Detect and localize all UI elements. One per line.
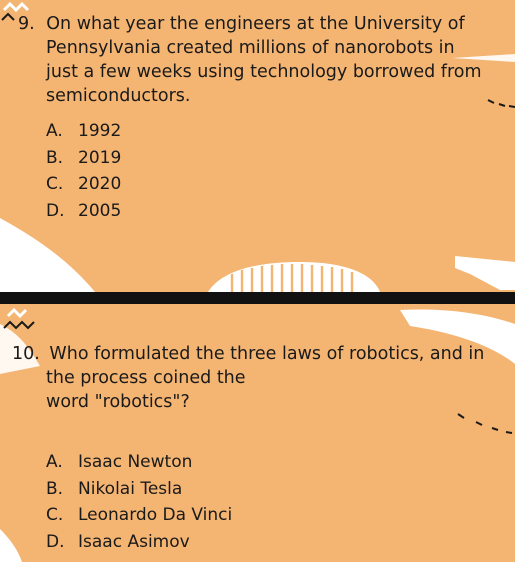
question-line: word "robotics"? — [46, 392, 190, 412]
option-a[interactable]: A. 1992 — [46, 121, 122, 141]
question-line: the process coined the — [46, 368, 246, 388]
question-number: 10. — [12, 344, 40, 364]
question-10-card — [0, 304, 515, 562]
white-blob-left — [0, 529, 22, 562]
question-line: just a few weeks using technology borrowed from — [46, 62, 482, 82]
question-line: Pennsylvania created millions of nanorobots in — [46, 38, 455, 58]
squiggle-mark — [4, 4, 28, 10]
striped-ellipse — [208, 262, 380, 292]
question-number: 9. — [18, 14, 35, 34]
options-list — [46, 449, 232, 555]
question-9-text — [18, 12, 482, 108]
option-a[interactable]: A. Isaac Newton — [46, 452, 193, 472]
dash-marks — [458, 414, 512, 433]
dash-marks — [488, 100, 515, 107]
option-c[interactable]: C. 2020 — [46, 174, 122, 194]
question-line: On what year the engineers at the University of — [46, 14, 465, 34]
option-b[interactable]: B. Nikolai Tesla — [46, 478, 183, 499]
squiggle-mark — [4, 322, 34, 328]
question-10-text — [12, 342, 484, 414]
option-c[interactable]: C. Leonardo Da Vinci — [46, 505, 233, 525]
options-list — [46, 118, 121, 224]
option-d[interactable]: D. Isaac Asimov — [46, 531, 190, 552]
option-d[interactable]: D. 2005 — [46, 200, 122, 221]
option-b[interactable]: B. 2019 — [46, 147, 122, 168]
section-divider — [0, 292, 515, 304]
question-line: semiconductors. — [46, 86, 191, 106]
robot-arm-shape — [455, 256, 515, 290]
question-line: Who formulated the three laws of robotics, and in — [49, 344, 485, 364]
white-blob-left — [0, 218, 95, 292]
